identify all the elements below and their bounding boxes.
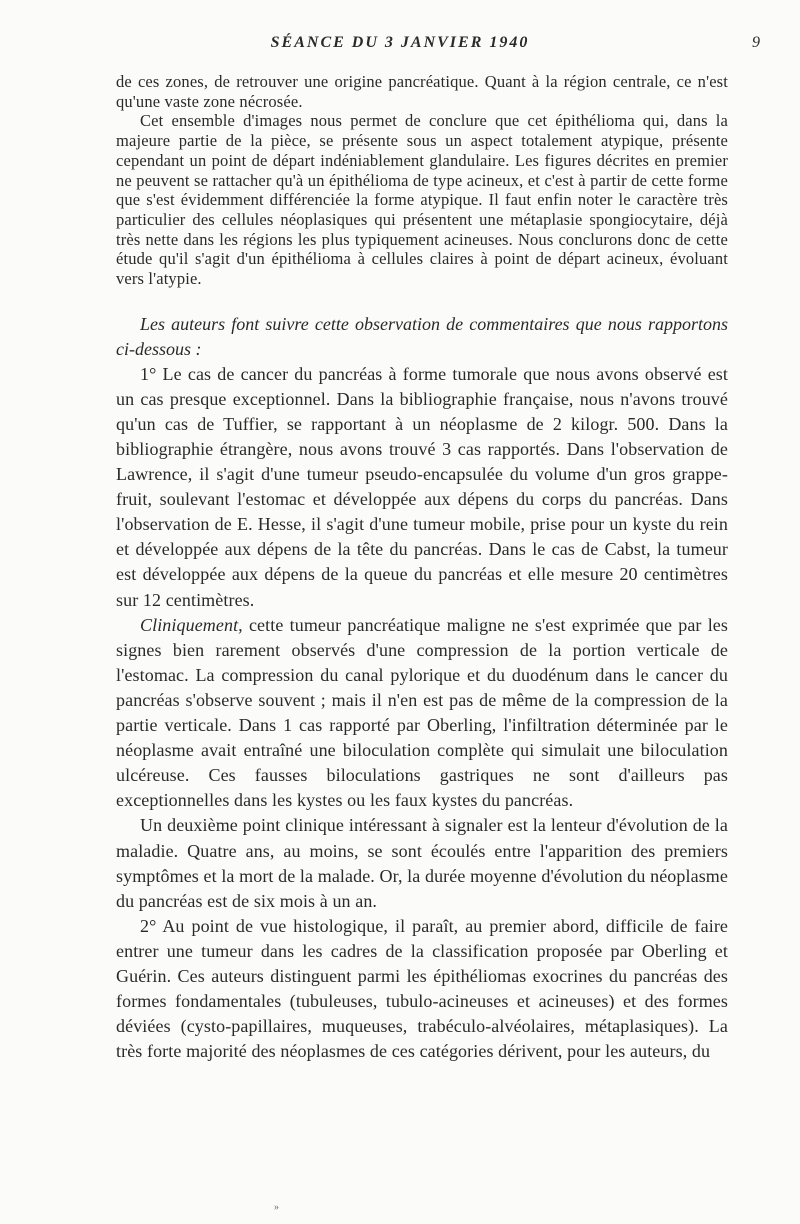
commentary-intro: Les auteurs font suivre cette observation de commentaires que nous rapportons ci-dessous : [116,313,728,359]
page-number: 9 [752,34,760,51]
paragraph-evolution: Un deuxième point clinique intéressant à signaler est la lenteur d'évolution de la maladie. Quatre ans, au moins, se sont écoulés entre l'apparition des premiers symptômes et la mort de la malade. Or, la durée moyenne d'évolution du néoplasme du pancréas est de six mois à un an. [116,815,728,911]
paragraph-point-2: 2° Au point de vue histologique, il paraît, au premier abord, difficile de faire entrer une tumeur dans les cadres de la classification proposée par Oberling et Guérin. Ces auteurs distinguent parmi les épithéliomas exocrines du pancréas des formes fondamentales (tubuleuses, tubulo-acineuses et acineuses) et des formes déviées (cysto-papillaires, muqueuses, trabéculo-alvéolaires, métaplasiques). La très forte majorité des néoplasmes de ces catégories dérivent, pour les auteurs, du [116,915,728,1062]
clinical-lead-word: Cliniquement, [140,614,243,635]
header-title: SÉANCE DU 3 JANVIER 1940 [270,34,530,51]
paragraph-conclusion: Cet ensemble d'images nous permet de conclure que cet épithélioma qui, dans la majeure partie de la pièce, se présente sous un aspect totalement atypique, présente cependant un point de départ indéniablement glandulaire. Les figures décrites en premier ne peuvent se rattacher qu'à un épithélioma de type acineux, et c'est à partir de cette forme que s'est évidemment différenciée la forme atypique. Il faut enfin noter le caractère très particulier des cellules néoplasiques qui présentent une métaplasie spongiocytaire, déjà très nette dans les régions les plus typiquement acineuses. Nous conclurons donc de cette étude qu'il s'agit d'un épithélioma à cellules claires à point de départ acineux, évoluant vers l'atypie. [116,111,728,289]
footer-mark: » [274,1202,279,1213]
clinical-text: cette tumeur pancréatique maligne ne s'est exprimée que par les signes bien rarement observés d'une compression de la portion verticale de l'estomac. La compression du canal pylorique et du duodénum dans le cancer du pancréas s'observe souvent ; mais il n'en est pas de même de la compression de la partie verticale. Dans 1 cas rapporté par Oberling, l'infiltration déterminée par le néoplasme avait entraîné une biloculation complète qui simulait une biloculation ulcéreuse. Ces fausses biloculations gastriques ne sont d'ailleurs pas exceptionnelles dans les kystes ou les faux kystes du pancréas. [116,614,728,811]
paragraph-point-1: 1° Le cas de cancer du pancréas à forme tumorale que nous avons observé est un cas presque exceptionnel. Dans la bibliographie française, nous n'avons trouvé qu'un cas de Tuffier, se rapportant à un néoplasme de 2 kilogr. 500. Dans la bibliographie étrangère, nous avons trouvé 3 cas rapportés. Dans l'observation de Lawrence, il s'agit d'une tumeur pseudo-encapsulée du volume d'un gros grappe-fruit, soulevant l'estomac et développée aux dépens du corps du pancréas. Dans l'observation de E. Hesse, il s'agit d'une tumeur mobile, prise pour un kyste du rein et développée aux dépens de la tête du pancréas. Dans le cas de Cabst, la tumeur est développée aux dépens de la queue du pancréas et elle mesure 20 centimètres sur 12 centimètres. [116,363,728,610]
paragraph-continuation: de ces zones, de retrouver une origine pancréatique. Quant à la région centrale, ce n'est qu'une vaste zone nécrosée. [116,72,728,111]
running-header [0,30,800,56]
paragraph-clinical [116,613,728,814]
body-text [116,72,728,1064]
